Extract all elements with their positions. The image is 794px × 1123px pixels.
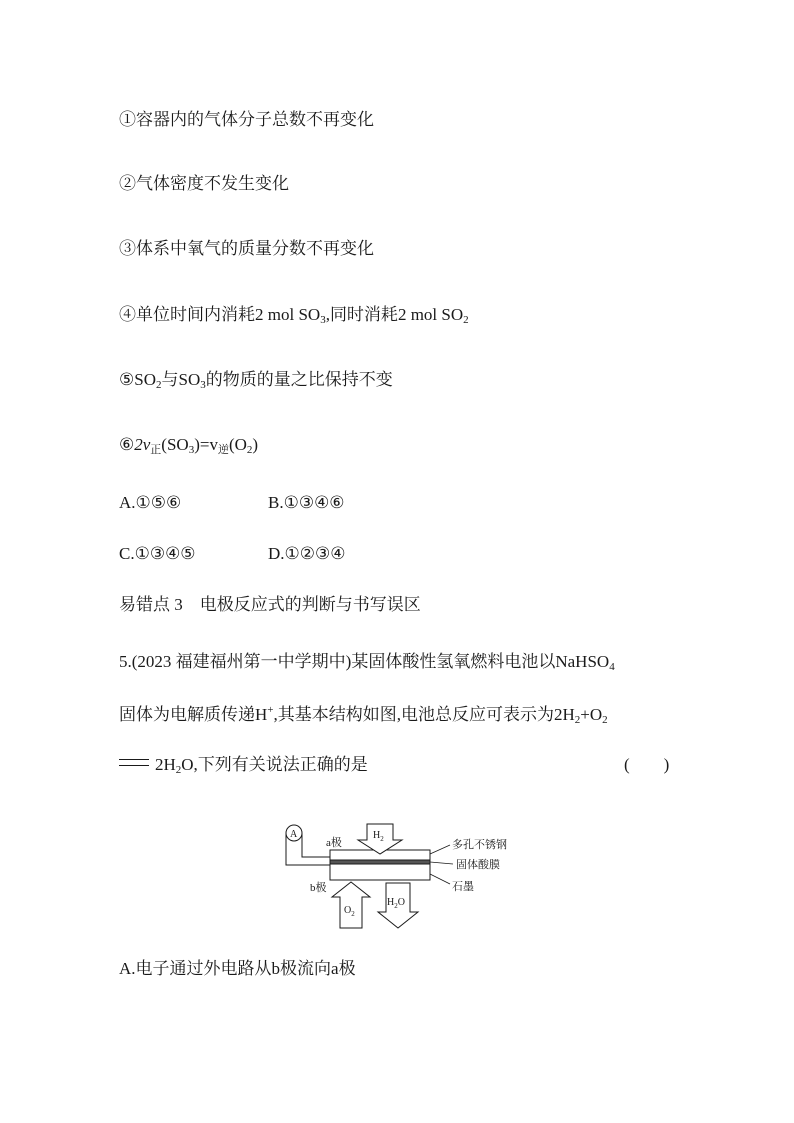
leader-top <box>430 845 450 854</box>
leader-mid <box>430 862 453 864</box>
b-pole-label: b极 <box>310 882 327 894</box>
answer-paren[interactable]: ( ) <box>624 755 670 774</box>
porous-steel-label: 多孔不锈钢 <box>452 839 507 851</box>
statement-4: ④单位时间内消耗2 mol $SO_3$,同时消耗2 mol $SO_2$ <box>119 305 469 326</box>
option-b[interactable]: B.①③④⑥ <box>268 493 345 512</box>
question-5-line-3: $2H_2O$,下列有关说法正确的是 <box>119 753 368 777</box>
solid-acid-membrane <box>330 860 430 864</box>
o2-label: $O_2$ <box>344 905 355 918</box>
solid-acid-membrane-label: 固体酸膜 <box>456 859 500 871</box>
graphite-label: 石墨 <box>452 881 474 893</box>
fuel-cell-diagram <box>270 822 520 934</box>
statement-6: $⑥2v_正(SO_3)=v_逆(O_2)$ <box>119 435 259 456</box>
q5-option-a[interactable]: A.电子通过外电路从b极流向a极 <box>119 959 356 978</box>
statement-3: ③体系中氧气的质量分数不再变化 <box>119 239 374 258</box>
section-title: 易错点 3 电极反应式的判断与书写误区 <box>119 595 421 614</box>
leader-bot <box>430 874 450 884</box>
statement-2: ②气体密度不发生变化 <box>119 174 289 193</box>
option-d[interactable]: D.①②③④ <box>268 544 346 563</box>
question-5-line-2: 固体为电解质传递H+,其基本结构如图,电池总反应可表示为$2H_2+O_2$ <box>119 704 608 726</box>
statement-5: $⑤SO_2$与$SO_3$的物质的量之比保持不变 <box>119 370 393 391</box>
option-c[interactable]: C.①③④⑤ <box>119 544 196 563</box>
a-pole-label: a极 <box>326 837 342 849</box>
option-a[interactable]: A.①⑤⑥ <box>119 493 182 512</box>
h2o-label: $H_2O$ <box>387 897 405 910</box>
equals-sign <box>119 759 149 766</box>
ammeter-label: A <box>290 829 298 840</box>
h2-label: $H_2$ <box>373 830 384 843</box>
question-5-line-1: 5.(2023 福建福州第一中学期中)某固体酸性氢氧燃料电池以NaHSO$_4$ <box>119 652 615 673</box>
statement-1: ①容器内的气体分子总数不再变化 <box>119 110 374 129</box>
graphite-layer <box>330 864 430 880</box>
